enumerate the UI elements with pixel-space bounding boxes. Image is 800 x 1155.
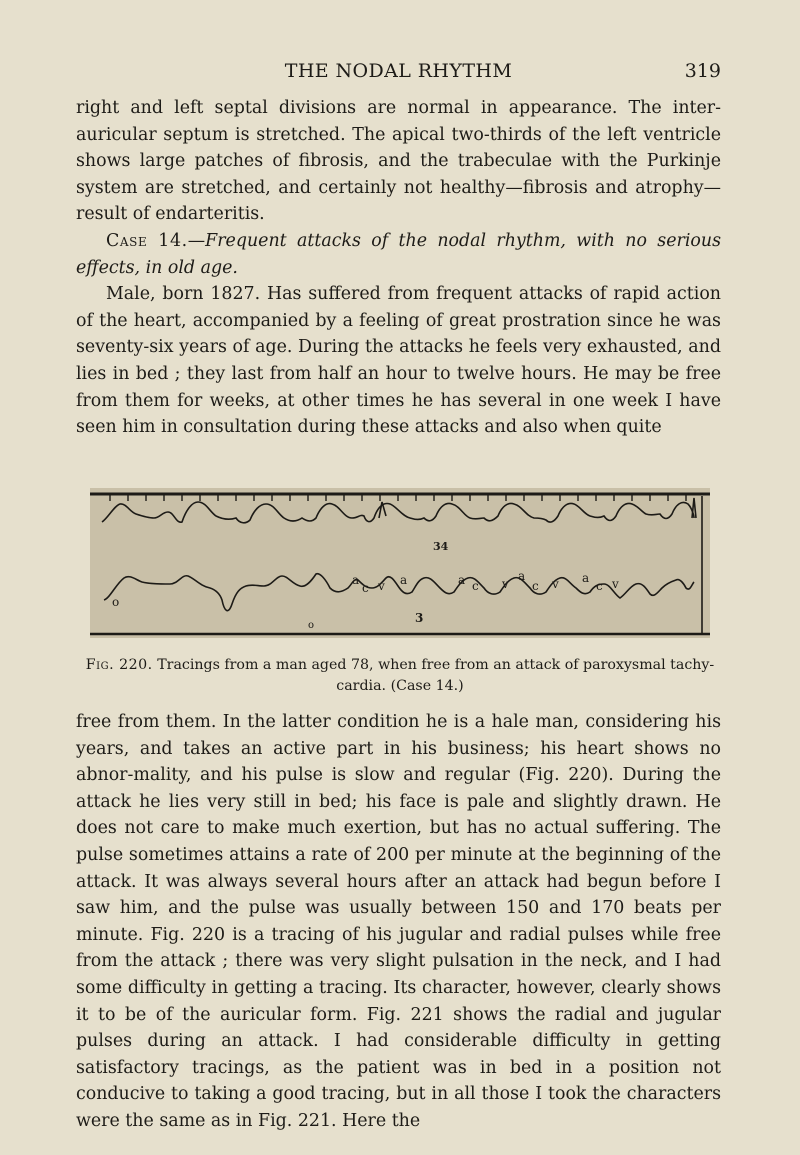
case-dash: — — [187, 230, 206, 251]
top-text-block — [76, 95, 721, 441]
figure-label: Fig. 220. — [85, 657, 153, 673]
wave-label-c-4: c — [596, 579, 603, 593]
paragraph-free-from-attacks: free from them. In the latter condition he is a hale man, considering his years, and takes an active part in his business; his heart shows no abnor-mality, and his pulse is slow and regular (Fig. 220). During the attack he lies very still in bed; his face is pale and slightly drawn. He does not care to make much exertion, but has no actual suffering. The pulse sometimes attains a rate of 200 per minute at the beginning of the attack. It was always several hours after an attack had begun before I saw him, and the pulse was usually between 150 and 170 beats per minute. Fig. 220 is a tracing of his jugular and radial pulses while free from the attack ; there was very slight pulsation in the neck, and I had some difficulty in getting a tracing. Its character, however, clearly shows it to be of the auricular form. Fig. 221 shows the radial and jugular pulses during an attack. I had considerable difficulty in getting satisfactory tracings, as the patient was in bed in a position not conducive to taking a good tracing, but in all those I took the characters were the same as in Fig. 221. Here the — [76, 712, 721, 1131]
tracing-paper — [90, 488, 710, 638]
wave-label-a-1: a — [352, 573, 360, 587]
figure-caption — [80, 655, 720, 697]
wave-label-a-5: a — [582, 571, 590, 585]
case-heading — [76, 228, 721, 281]
case-title: Frequent attacks of the nodal rhythm, with no serious effects, in old age. — [76, 230, 721, 278]
wave-label-v-3: v — [552, 577, 559, 591]
pulse-tracing-image — [90, 488, 710, 638]
tracing-number-upper: 34 — [433, 540, 449, 553]
wave-label-a-2: a — [400, 573, 408, 587]
wave-label-c-3: c — [532, 579, 539, 593]
wave-label-o-bottom: o — [308, 620, 315, 631]
figure-caption-text: Tracings from a man aged 78, when free from an attack of paroxysmal tachy-cardia. (Case 14.) — [157, 657, 715, 694]
paragraph-case-history: Male, born 1827. Has suffered from frequent attacks of rapid action of the heart, accompanied by a feeling of great prostration since he was seventy-six years of age. During the attacks he feels very exhausted, and lies in bed ; they last from half an hour to twelve hours. He may be free from them for weeks, at other times he has several in one week I have seen him in consultation during these attacks and also when quite — [76, 284, 721, 438]
paragraph-septal-divisions: right and left septal divisions are normal in appearance. The inter-auricular septum is stretched. The apical two-thirds of the left ventricle shows large patches of fibrosis, and the trabeculae with the Purkinje system are stretched, and certainly not healthy—fibrosis and atrophy—result of endarteritis. — [76, 98, 721, 225]
wave-label-c-1: c — [362, 581, 369, 595]
wave-label-v-2: v — [502, 577, 509, 591]
wave-label-o-left: o — [112, 595, 120, 609]
figure-220 — [90, 488, 710, 638]
page-header — [76, 60, 721, 92]
wave-label-a-4: a — [518, 569, 526, 583]
running-title: THE NODAL RHYTHM — [284, 60, 513, 82]
page-number: 319 — [684, 60, 721, 82]
wave-label-a-3: a — [458, 573, 466, 587]
wave-label-v-4: v — [612, 577, 619, 591]
wave-label-v-1: v — [378, 579, 385, 593]
wave-label-c-2: c — [472, 579, 479, 593]
tracing-number-lower: 3 — [415, 611, 424, 625]
bottom-text-block — [76, 709, 721, 1135]
case-label: Case 14. — [106, 230, 188, 251]
